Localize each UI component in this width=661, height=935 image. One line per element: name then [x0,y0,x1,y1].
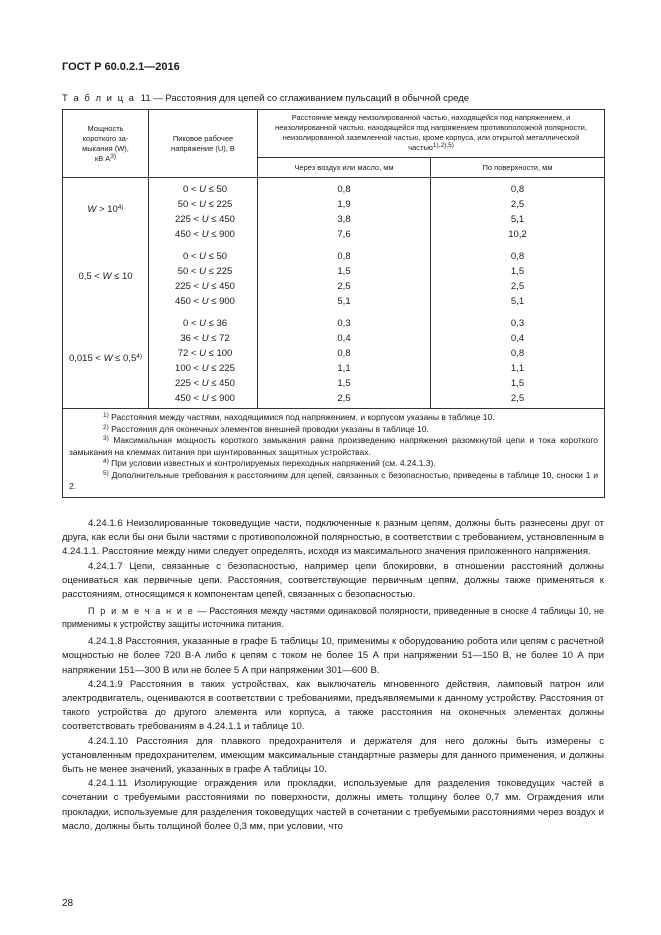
cell-voltage: 450 < U ≤ 900 [175,296,235,307]
cell-surface: 0,4 [510,333,525,344]
table-body-row [63,178,605,409]
cell-voltage: 0 < U ≤ 50 [182,251,228,262]
cell-voltage: 72 < U ≤ 100 [177,348,233,359]
cell-surface: 1,1 [510,363,525,374]
cell-air: 1,9 [337,199,351,210]
note-text: — Расстояния между частями одинаковой полярности, приведенные в сноске 4 таблицы 10, не применимы к устройству защиты источника питания. [62,606,604,630]
note-label: П р и м е ч а н и е [88,606,195,617]
footnote: $^{5)}$ Дополнительные требования к расстояниям для цепей, связанных с безопасностью, приведены в таблице 10, сноски 1 и 2. [69,469,598,491]
cell-air: 1,1 [337,363,351,374]
cell-voltage: 225 < U ≤ 450 [175,214,235,225]
table-footnotes [63,409,605,498]
document-code-header: ГОСТ Р 60.0.2.1—2016 [62,61,180,73]
footnote: $^{1)}$ Расстояния между частями, находящимися под напряжением, и корпусом указаны в таблице 10. [103,412,495,422]
cell-air: 1,5 [337,378,351,389]
header-power: Мощность короткого за- мыкания (W), кВ $А^{3)}$ [63,110,149,178]
cell-power: $0,015 < W \le 0,5^{4)}$ [68,353,143,364]
cell-surface: 5,1 [510,296,525,307]
cell-surface: 2,5 [510,281,525,292]
subheader-air: Через воздух или масло, мм [258,158,431,178]
cell-surface: 0,8 [510,184,525,195]
column-voltage-values [149,178,258,409]
cell-air: 2,5 [337,393,351,404]
header-distance: Расстояние между неизолированной частью, находящейся под напряжением, и неизолированной частью, находящейся под напряжением противоположной полярности, неизолированной заземленной частью, кроме корпуса, или открытой металлической частью$^{1),2),5)}$ [258,110,605,158]
distances-table [62,109,605,498]
cell-voltage: 36 < U ≤ 72 [180,333,230,344]
body-text [62,517,604,834]
table-caption-text: 11 — Расстояния для цепей со сглаживанием пульсаций в обычной среде [140,93,470,104]
table-caption-label: Т а б л и ц а [62,93,136,104]
footnote: $^{4)}$ При условии известных и контролируемых переходных напряжений (см. 4.24.1.3). [103,458,436,468]
paragraph-4-24-1-6: 4.24.1.6 Неизолированные токоведущие части, подключенные к разным цепям, должны быть разнесены друг от друга, как если бы они были частями с противоположной полярностью, в соответствии с требованием, установленным в 4.24.1.1. Расстояние между ними следует определять, исходя из максимального значения приложенного напряжения. [62,518,604,558]
header-peak-voltage: Пиковое рабочее напряжение (U), В [149,110,258,178]
cell-voltage: 0 < U ≤ 36 [182,318,228,329]
cell-air: 0,8 [337,251,351,262]
footnote: $^{2)}$ Расстояния для оконечных элементов внешней проводки указаны в таблице 10. [103,423,429,434]
table-footnotes-row [63,409,605,498]
column-power-values [63,178,149,409]
cell-air: 2,5 [337,281,351,292]
cell-voltage: 225 < U ≤ 450 [175,378,235,389]
cell-power: 0,5 < W ≤ 10 [78,271,133,282]
paragraph-4-24-1-7: 4.24.1.7 Цепи, связанные с безопасностью, например цепи блокировки, в отношении расстояний должны оцениваться как первичные цепи. Расстояния, соответствующие первичным цепям, должны также применяться к расстояниям, относящимся к компонентам цепей, связанных с безопасностью. [62,560,604,601]
subheader-surface: По поверхности, мм [431,158,605,178]
cell-surface: 1,5 [510,266,525,277]
note [62,605,604,631]
cell-voltage: 450 < U ≤ 900 [175,229,235,240]
cell-voltage: 100 < U ≤ 225 [175,363,235,374]
cell-air: 5,1 [337,296,351,307]
cell-surface: 1,5 [510,378,525,389]
cell-power: $W > 10^{4)}$ [87,204,124,215]
table-header-row [63,110,605,158]
cell-air: 1,5 [337,266,351,277]
cell-surface: 0,8 [510,348,525,359]
cell-voltage: 450 < U ≤ 900 [175,393,235,404]
cell-surface: 2,5 [510,199,525,210]
cell-air: 0,8 [337,348,351,359]
paragraph-4-24-1-8: 4.24.1.8 Расстояния, указанные в графе Б таблицы 10, применимы к оборудованию робота или цепям с расчетной мощностью не более 720 В·А либо к цепям с током не более 15 А при напряжении 51—150 В, не более 10 А при напряжении 151—300 В или не более 5 А при напряжении 301—600 В. [62,636,604,676]
cell-air: 0,4 [337,333,351,344]
column-surface-values [431,178,605,409]
cell-voltage: 225 < U ≤ 450 [175,281,235,292]
cell-voltage: 50 < U ≤ 225 [177,266,233,277]
paragraph-4-24-1-9: 4.24.1.9 Расстояния в таких устройствах, как выключатель мгновенного действия, ламповый патрон или электродвигатель, оцениваются в соответствии с требованиями, предъявляемыми к данному устройству. Расстояния от такого устройства до другого элемента или корпуса, а также расстояния на оконечных элементах должны соответствовать требованиям в 4.24.1.1 и таблице 10. [62,678,604,733]
cell-surface: 10,2 [508,229,527,240]
cell-voltage: 50 < U ≤ 225 [177,199,233,210]
column-air-values [258,178,431,409]
footnote: $^{3)}$ Максимальная мощность короткого замыкания равна произведению напряжения разомкнутой цепи и тока короткого замыкания на клеммах питания при шунтированных защитных устройствах. [69,435,598,457]
cell-surface: 0,8 [510,251,525,262]
cell-air: 0,3 [337,318,351,329]
cell-voltage: 0 < U ≤ 50 [182,184,228,195]
paragraph-4-24-1-11: 4.24.1.11 Изолирующие ограждения или прокладки, используемые для разделения токоведущих частей в сочетании с требуемыми расстояниями по поверхности, должны иметь толщину более 0,7 мм. Ограждения или прокладки, используемые для разделения токоведущих частей в сочетании с требуемыми расстояниями через воздух и масло, должны быть толщиной более 0,3 мм, при условии, что [62,778,604,832]
cell-surface: 2,5 [510,393,525,404]
cell-air: 7,6 [337,229,351,240]
table-caption [62,93,469,104]
cell-surface: 5,1 [510,214,525,225]
cell-air: 3,8 [337,214,351,225]
cell-surface: 0,3 [510,318,525,329]
page-number: 28 [62,898,74,909]
cell-air: 0,8 [337,184,351,195]
paragraph-4-24-1-10: 4.24.1.10 Расстояния для плавкого предохранителя и держателя для него должны быть измерены с установленным предохранителем, имеющим максимальные стандартные размеры для данного применения, и должны быть не менее значений, указанных в графе А таблицы 10. [62,735,604,776]
